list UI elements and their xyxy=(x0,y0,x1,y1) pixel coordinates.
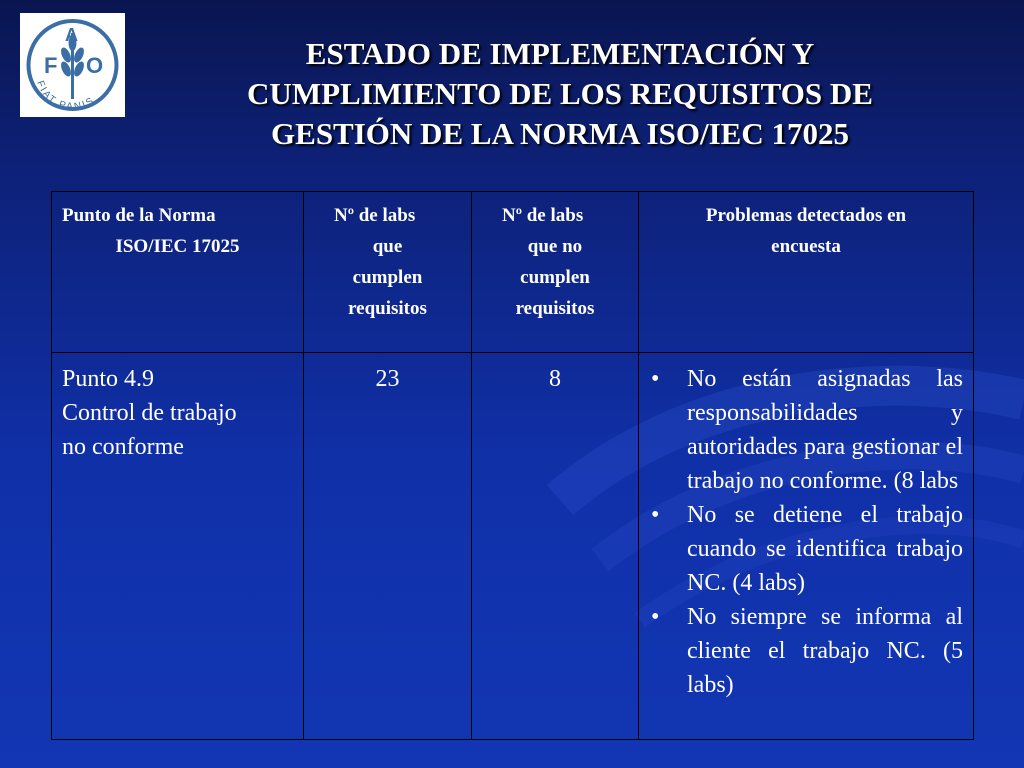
header-punto-norma xyxy=(52,192,304,353)
cell-punto xyxy=(52,353,304,740)
slide-title xyxy=(150,34,970,154)
cell-labs-cumplen: 23 xyxy=(304,353,472,740)
table-row xyxy=(52,353,974,740)
slide-title-line-3: GESTIÓN DE LA NORMA ISO/IEC 17025 xyxy=(271,116,849,151)
header-text-line: cumplen xyxy=(520,267,590,288)
header-text-line: Nº de labs xyxy=(502,205,584,226)
list-item: • No se detiene el trabajo cuando se identifica trabajo NC. (4 labs) xyxy=(649,498,963,600)
punto-line: Punto 4.9 xyxy=(62,366,155,392)
logo-motto: FIAT PANIS xyxy=(34,79,98,113)
header-text-line: Punto de la Norma xyxy=(62,205,216,226)
header-labs-no-cumplen xyxy=(472,192,639,353)
table-header-row xyxy=(52,192,974,353)
header-text-line: requisitos xyxy=(348,298,427,319)
header-text-line: requisitos xyxy=(515,298,595,319)
slide-title-line-2: CUMPLIMIENTO DE LOS REQUISITOS DE xyxy=(247,76,873,111)
requirements-table xyxy=(51,191,974,740)
header-text-line: Nº de labs xyxy=(334,205,416,226)
fao-emblem-icon xyxy=(20,13,125,117)
punto-line: Control de trabajo xyxy=(62,400,237,426)
header-text-line: Problemas detectados en xyxy=(705,205,907,226)
svg-text:FIAT PANIS xyxy=(34,79,97,112)
header-text-line: encuesta xyxy=(771,236,841,257)
problems-list xyxy=(649,362,963,702)
slide-title-line-1: ESTADO DE IMPLEMENTACIÓN Y xyxy=(305,36,815,71)
header-problemas xyxy=(639,192,974,353)
fao-logo xyxy=(20,13,125,117)
header-labs-cumplen xyxy=(304,192,472,353)
cell-problemas xyxy=(639,353,974,740)
list-item: • No están asignadas las responsabilidades y autoridades para gestionar el trabajo no conforme. (8 labs xyxy=(649,362,963,498)
list-item: • No siempre se informa al cliente el trabajo NC. (5 labs) xyxy=(649,600,963,702)
cell-labs-no-cumplen: 8 xyxy=(472,353,639,740)
header-text-line: que xyxy=(372,236,403,257)
logo-letter-f: F xyxy=(44,53,58,78)
header-text-line: que no xyxy=(527,236,583,257)
logo-letter-o: O xyxy=(86,53,104,78)
header-text-line: ISO/IEC 17025 xyxy=(115,236,240,257)
punto-line: no conforme xyxy=(62,434,184,460)
logo-letter-a: A xyxy=(65,25,78,45)
header-text-line: cumplen xyxy=(352,267,423,288)
